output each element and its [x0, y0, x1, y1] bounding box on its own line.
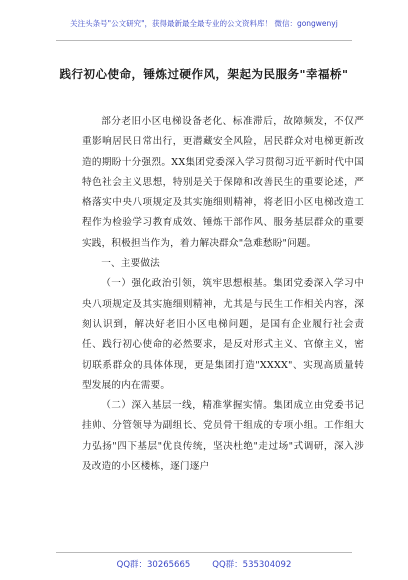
footer — [0, 558, 408, 570]
intro-paragraph: 部分老旧小区电梯设备老化、标准滞后，故障频发，不仅严重影响居民日常出行，更潜藏安全风险，居民群众对电梯更新改造的期盼十分强烈。XX集团党委深入学习贯彻习近平新时代中国特色社会主义思想，特别是关于保障和改善民生的重要论述，严格落实中央八项规定及其实施细则精神，将老旧小区电梯改造工程作为检验学习教育成效、锤炼干部作风、服务基层群众的重要实践，积极担当作为，着力解决群众"急难愁盼"问题。 — [82, 116, 364, 249]
footer-qq-group-2: QQ群：535304092 — [212, 560, 292, 570]
document-body — [82, 112, 364, 477]
document-title: 践行初心使命，锤炼过硬作风，架起为民服务"幸福桥" — [59, 67, 349, 81]
paragraph-1: （一）强化政治引领，筑牢思想根基。集团党委深入学习中央八项规定及其实施细则精神，尤其是与民生工作相关内容，深刻认识到，解决好老旧小区电梯问题，是国有企业履行社会责任、践行初心使命的必然要求，是反对形式主义、官僚主义，密切联系群众的具体体现，更是集团打造"XXXX"、实现高质量转型发展的内在需要。 — [82, 278, 364, 391]
paragraph-2: （二）深入基层一线，精准掌握实情。集团成立由党委书记挂帅、分管领导为副组长、党员骨干组成的专项小组。工作组大力弘扬"四下基层"优良传统，坚决杜绝"走过场"式调研，深入涉及改造的小区楼栋，逐门逐户 — [82, 400, 364, 473]
header-divider — [56, 40, 352, 41]
footer-divider — [56, 552, 352, 553]
section-heading: 一、主要做法 — [101, 258, 160, 270]
footer-qq-group-1: QQ群：30265665 — [116, 560, 191, 570]
header-note: 关注头条号"公文研究"，获得最新最全最专业的公文资料库！ 微信：gongwenyj — [70, 19, 338, 28]
